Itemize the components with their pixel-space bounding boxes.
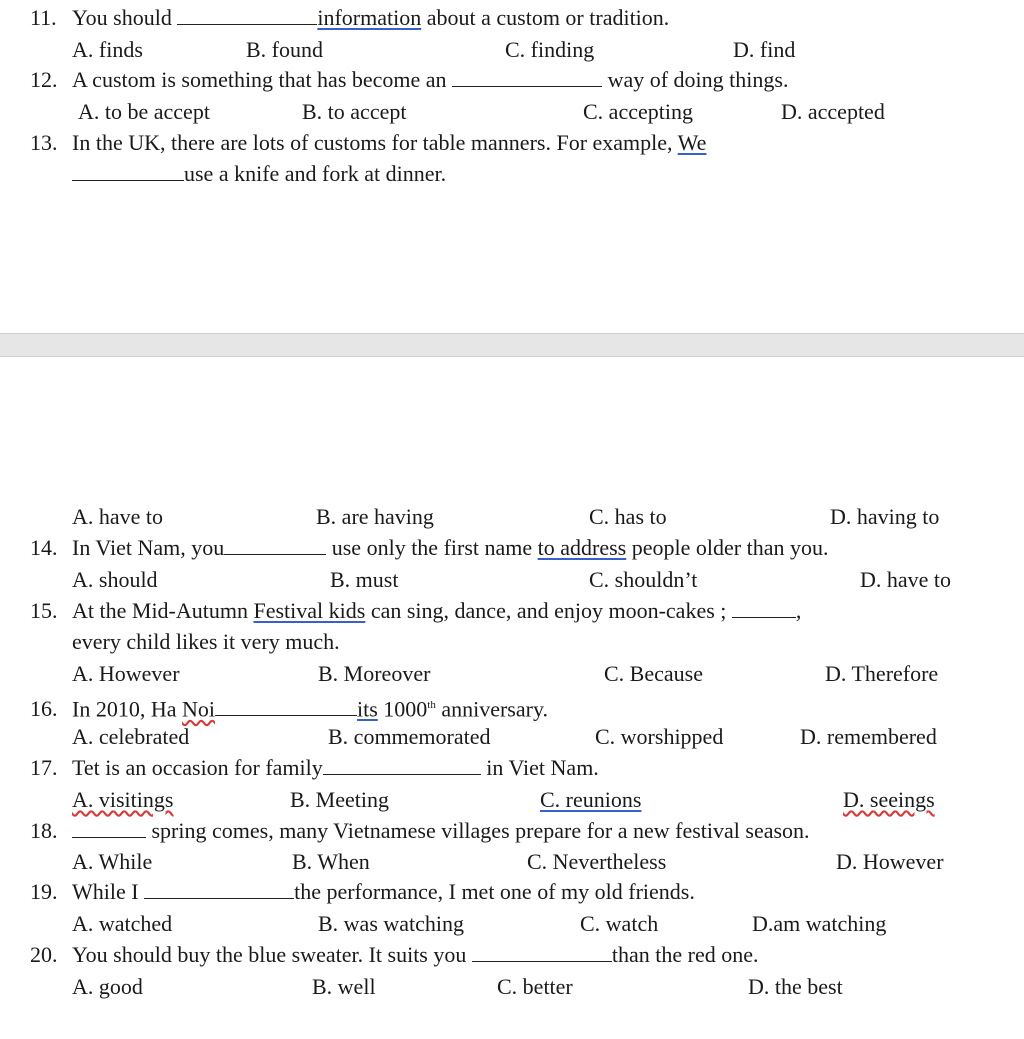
underlined-word: information [317, 5, 422, 30]
spellcheck-word: Noi [181, 696, 215, 722]
option-b: B. commemorated [328, 724, 491, 749]
option-a: A. to be accept [78, 99, 210, 124]
underlined-word: its [356, 696, 378, 722]
question-text: use only the first name [331, 535, 533, 560]
option-b: B. to accept [302, 99, 407, 124]
option-a: A. should [72, 567, 158, 592]
question-number: 11. [30, 5, 57, 30]
question-text: A custom is something that has become an [72, 67, 447, 92]
option-a: A. However [72, 661, 180, 686]
option-c: C. has to [589, 504, 667, 529]
question-text: 1000 [383, 696, 428, 722]
option-a: A. watched [72, 911, 173, 936]
option-d: D. remembered [800, 724, 937, 749]
question-20 [30, 941, 758, 969]
option-d: D. have to [860, 567, 952, 592]
question-text: In Viet Nam, you [72, 535, 225, 560]
question-text: can sing, dance, and enjoy moon-cakes ; [370, 598, 727, 623]
option-b: B. was watching [318, 911, 465, 936]
answer-blank [224, 534, 326, 555]
question-number: 17. [30, 755, 58, 780]
option-c: C. accepting [583, 99, 693, 124]
question-text: While I [72, 879, 139, 904]
question-text: use a knife and fork at dinner. [184, 161, 447, 186]
option-b: B. found [246, 37, 323, 62]
answer-blank [215, 695, 357, 716]
option-d: D. However [836, 849, 944, 874]
superscript: th [427, 699, 436, 711]
question-18 [30, 817, 810, 845]
answer-blank [732, 597, 796, 618]
question-text: In 2010, Ha [72, 696, 177, 722]
question-17 [30, 754, 599, 782]
option-a: A. good [72, 974, 143, 999]
option-a: A. finds [72, 37, 143, 62]
question-text: You should [72, 5, 172, 30]
option-c: C. better [497, 974, 573, 999]
question-text: than the red one. [611, 942, 759, 967]
option-d: D. the best [748, 974, 843, 999]
option-b: B. Moreover [318, 661, 431, 686]
underlined-word: to address [537, 535, 627, 560]
answer-blank [323, 754, 481, 775]
question-text: anniversary. [441, 696, 549, 722]
question-number: 14. [30, 535, 58, 560]
question-15-line-2: every child likes it very much. [72, 629, 340, 654]
question-number: 19. [30, 879, 58, 904]
option-b: B. must [330, 567, 399, 592]
answer-blank [72, 160, 184, 181]
option-b: B. well [312, 974, 376, 999]
underlined-word: We [677, 130, 707, 155]
option-a: A. While [72, 849, 153, 874]
question-text: people older than you. [631, 535, 829, 560]
answer-blank [177, 4, 317, 25]
option-d: D. seeings [843, 787, 935, 812]
question-text: In the UK, there are lots of customs for table manners. For example, [72, 130, 673, 155]
question-text: , [795, 598, 802, 623]
option-c: C. watch [580, 911, 659, 936]
option-d: D. find [733, 37, 796, 62]
question-14 [30, 534, 828, 562]
question-text: Tet is an occasion for family [72, 755, 323, 780]
answer-blank [472, 941, 612, 962]
question-11 [30, 4, 669, 32]
option-c: C. reunions [540, 787, 642, 812]
question-number: 18. [30, 818, 58, 843]
question-16 [30, 691, 548, 723]
question-text: At the Mid-Autumn [72, 598, 248, 623]
answer-blank [144, 878, 294, 899]
option-b: B. are having [316, 504, 434, 529]
answer-blank [452, 66, 602, 87]
option-c: C. worshipped [595, 724, 724, 749]
question-13-line-2 [72, 160, 446, 188]
option-b: B. When [292, 849, 370, 874]
option-a: A. celebrated [72, 724, 190, 749]
option-d: D. having to [830, 504, 940, 529]
question-text: the performance, I met one of my old friends. [294, 879, 695, 904]
question-number: 16. [30, 696, 58, 722]
question-text: spring comes, many Vietnamese villages prepare for a new festival season. [151, 818, 810, 843]
question-number: 15. [30, 598, 58, 623]
option-d: D. Therefore [825, 661, 939, 686]
question-12 [30, 66, 788, 94]
underlined-word: Festival kids [253, 598, 366, 623]
question-number: 13. [30, 130, 58, 155]
page-break [0, 333, 1024, 357]
question-text: way of doing things. [607, 67, 789, 92]
question-number: 12. [30, 67, 58, 92]
question-13 [30, 129, 706, 157]
option-d: D.am watching [752, 911, 887, 936]
answer-blank [72, 817, 146, 838]
option-a: A. visitings [72, 787, 174, 812]
option-c: C. Nevertheless [527, 849, 667, 874]
question-15 [30, 597, 801, 625]
question-number: 20. [30, 942, 58, 967]
option-d: D. accepted [781, 99, 885, 124]
option-c: C. finding [505, 37, 595, 62]
question-text: about a custom or tradition. [426, 5, 670, 30]
option-c: C. shouldn’t [589, 567, 698, 592]
option-c: C. Because [604, 661, 703, 686]
question-text: You should buy the blue sweater. It suits you [72, 942, 467, 967]
option-b: B. Meeting [290, 787, 389, 812]
option-a: A. have to [72, 504, 164, 529]
question-19 [30, 878, 695, 906]
question-text: in Viet Nam. [486, 755, 599, 780]
